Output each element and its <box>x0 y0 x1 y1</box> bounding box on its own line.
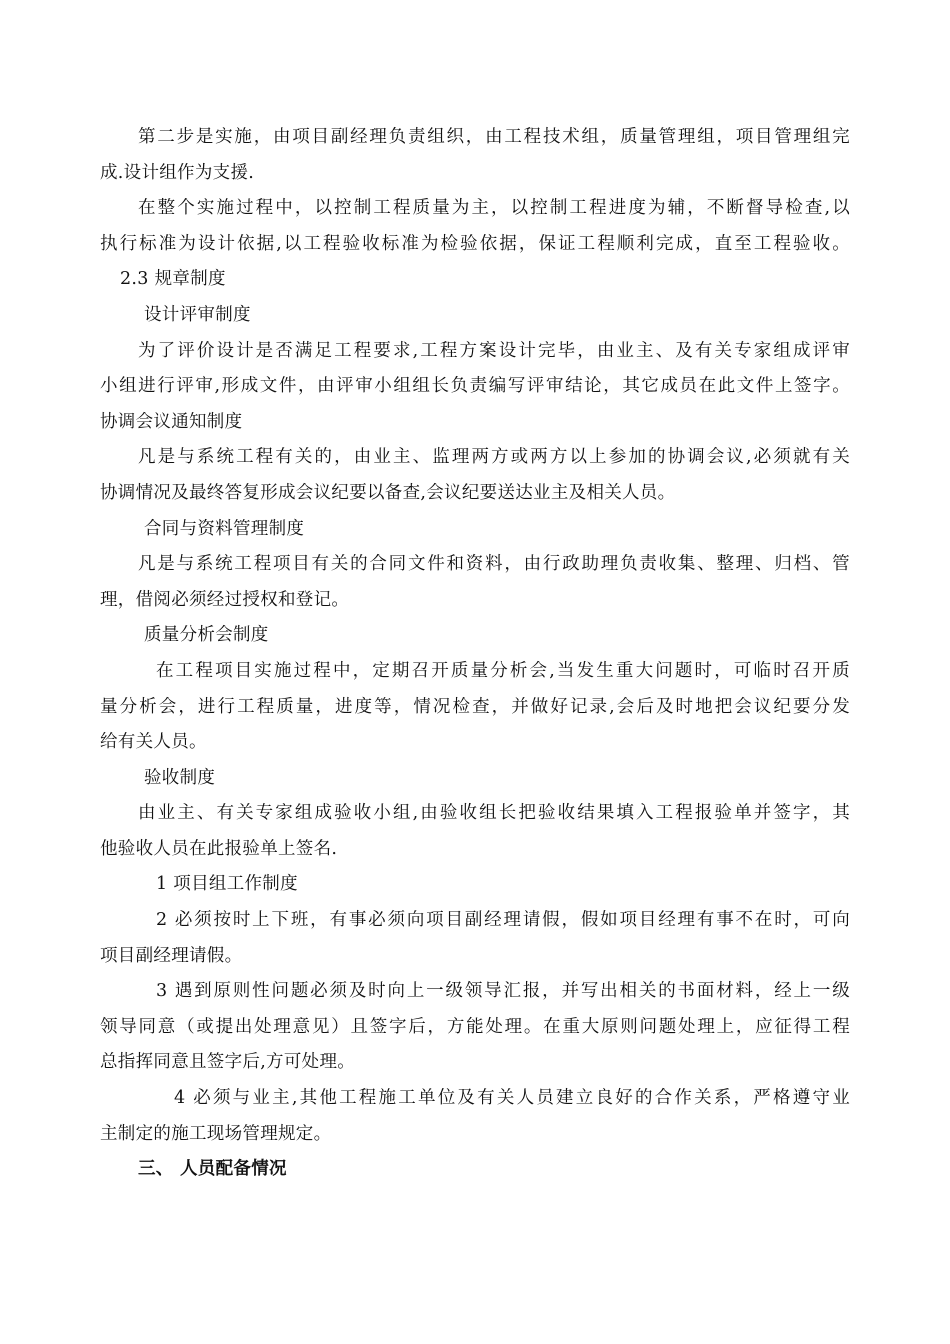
text-line: 主制定的施工现场管理规定。 <box>100 1123 332 1144</box>
text-line: 由业主、有关专家组成验收小组,由验收组长把验收结果填入工程报验单并签字，其 <box>138 803 850 824</box>
text-line: 他验收人员在此报验单上签名. <box>100 838 338 859</box>
text-line: 合同与资料管理制度 <box>144 518 305 539</box>
text-line: 2.3 规章制度 <box>120 269 226 290</box>
text-line: 小组进行评审,形成文件，由评审小组组长负责编写评审结论，其它成员在此文件上签字。 <box>100 376 850 397</box>
text-line: 质量分析会制度 <box>144 625 269 646</box>
text-line: 给有关人员。 <box>100 732 207 753</box>
text-line: 在整个实施过程中，以控制工程质量为主，以控制工程进度为辅，不断督导检查,以 <box>138 198 850 219</box>
text-line: 第二步是实施，由项目副经理负责组织，由工程技术组，质量管理组，项目管理组完 <box>138 127 850 147</box>
text-line: 4 必须与业主,其他工程施工单位及有关人员建立良好的合作关系，严格遵守业 <box>174 1088 850 1109</box>
section-heading: 三、 人员配备情况 <box>138 1159 287 1180</box>
text-line: 3 遇到原则性问题必须及时向上一级领导汇报，并写出相关的书面材料，经上一级 <box>156 981 850 1002</box>
text-line: 凡是与系统工程项目有关的合同文件和资料，由行政助理负责收集、整理、归档、管 <box>138 554 850 575</box>
text-line: 总指挥同意且签字后,方可处理。 <box>100 1052 356 1073</box>
text-line: 凡是与系统工程有关的，由业主、监理两方或两方以上参加的协调会议,必须就有关 <box>138 447 850 468</box>
text-line: 2 必须按时上下班，有事必须向项目副经理请假，假如项目经理有事不在时，可向 <box>156 910 850 931</box>
text-line: 量分析会，进行工程质量，进度等，情况检查，并做好记录,会后及时地把会议纪要分发 <box>100 696 850 717</box>
text-line: 验收制度 <box>144 767 216 788</box>
text-line: 在工程项目实施过程中，定期召开质量分析会,当发生重大问题时，可临时召开质 <box>156 660 850 681</box>
text-line: 协调会议通知制度 <box>100 411 243 432</box>
text-line: 执行标准为设计依据,以工程验收标准为检验依据，保证工程顺利完成，直至工程验收。 <box>100 233 850 254</box>
text-line: 项目副经理请假。 <box>100 945 243 966</box>
text-line: 为了评价设计是否满足工程要求,工程方案设计完毕，由业主、及有关专家组成评审 <box>138 340 850 361</box>
text-line: 成.设计组作为支援. <box>100 162 255 183</box>
document-body <box>100 120 850 1188</box>
text-line: 协调情况及最终答复形成会议纪要以备查,会议纪要送达业主及相关人员。 <box>100 482 676 503</box>
text-line: 理，借阅必须经过授权和登记。 <box>100 589 350 610</box>
text-line: 设计评审制度 <box>144 304 251 325</box>
text-line: 领导同意（或提出处理意见）且签字后，方能处理。在重大原则问题处理上，应征得工程 <box>100 1016 850 1037</box>
text-line: 1 项目组工作制度 <box>156 874 298 895</box>
